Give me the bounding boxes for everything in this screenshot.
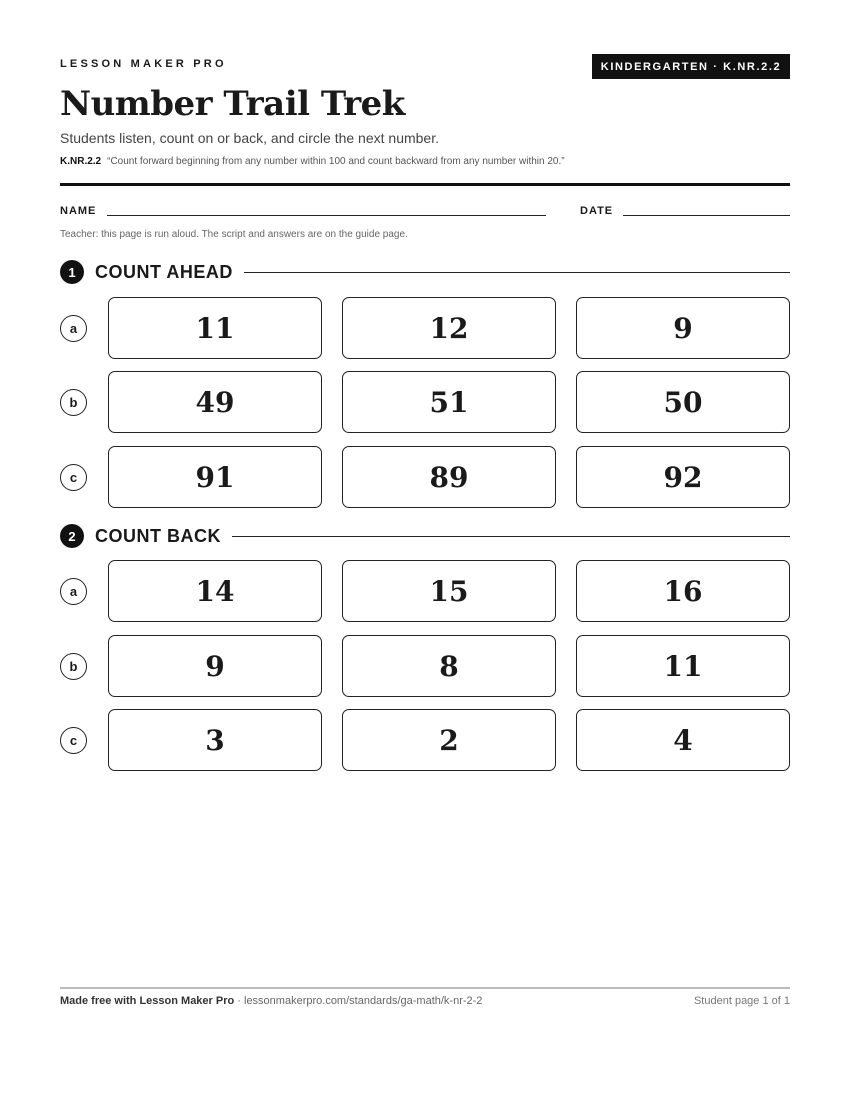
standard-statement xyxy=(60,156,565,167)
row-letter-badge: b xyxy=(60,653,87,680)
footer-made-with: Made free with Lesson Maker Pro xyxy=(60,995,235,1007)
row-letter-badge: c xyxy=(60,727,87,754)
brand-name: LESSON MAKER PRO xyxy=(60,58,227,70)
footer-divider xyxy=(60,987,790,989)
section-title: COUNT AHEAD xyxy=(95,261,233,282)
section-count-ahead-header xyxy=(60,260,790,284)
number-choice-card[interactable]: 51 xyxy=(342,371,556,433)
section-divider xyxy=(244,272,790,273)
question-row-2c xyxy=(60,709,790,771)
section-title: COUNT BACK xyxy=(95,525,221,546)
number-choice-card[interactable]: 16 xyxy=(576,560,790,622)
name-label: NAME xyxy=(60,205,97,217)
footer-url[interactable]: · lessonmakerpro.com/standards/ga-math/k-nr-2-2 xyxy=(237,995,483,1007)
header-divider xyxy=(60,183,790,186)
number-choice-card[interactable]: 89 xyxy=(342,446,556,508)
number-choice-card[interactable]: 8 xyxy=(342,635,556,697)
number-choice-card[interactable]: 12 xyxy=(342,297,556,359)
number-choice-card[interactable]: 2 xyxy=(342,709,556,771)
section-number-badge: 1 xyxy=(60,260,84,284)
section-count-back-header xyxy=(60,524,790,548)
worksheet-title: Number Trail Trek xyxy=(60,84,405,124)
footer-page-number: Student page 1 of 1 xyxy=(693,995,790,1007)
teacher-note: Teacher: this page is run aloud. The script and answers are on the guide page. xyxy=(60,229,408,240)
number-choice-card[interactable]: 9 xyxy=(576,297,790,359)
standard-code: K.NR.2.2 xyxy=(60,156,102,167)
number-choice-card[interactable]: 14 xyxy=(108,560,322,622)
question-row-1c xyxy=(60,446,790,508)
number-choice-card[interactable]: 4 xyxy=(576,709,790,771)
standard-text: “Count forward beginning from any number within 100 and count backward from any number within 20.” xyxy=(107,156,565,167)
number-choice-card[interactable]: 15 xyxy=(342,560,556,622)
question-row-2a xyxy=(60,560,790,622)
number-choice-card[interactable]: 11 xyxy=(576,635,790,697)
number-choice-card[interactable]: 9 xyxy=(108,635,322,697)
question-row-1a xyxy=(60,297,790,359)
grade-standard-badge: KINDERGARTEN · K.NR.2.2 xyxy=(592,54,790,79)
section-number-badge: 2 xyxy=(60,524,84,548)
question-row-1b xyxy=(60,371,790,433)
number-choice-card[interactable]: 3 xyxy=(108,709,322,771)
row-letter-badge: c xyxy=(60,464,87,491)
row-letter-badge: a xyxy=(60,578,87,605)
worksheet-subtitle: Students listen, count on or back, and circle the next number. xyxy=(60,130,439,146)
number-choice-card[interactable]: 92 xyxy=(576,446,790,508)
number-choice-card[interactable]: 50 xyxy=(576,371,790,433)
row-letter-badge: b xyxy=(60,389,87,416)
number-choice-card[interactable]: 49 xyxy=(108,371,322,433)
date-label: DATE xyxy=(580,205,614,217)
date-field[interactable] xyxy=(623,215,790,216)
row-letter-badge: a xyxy=(60,315,87,342)
question-row-2b xyxy=(60,635,790,697)
number-choice-card[interactable]: 91 xyxy=(108,446,322,508)
footer-credit xyxy=(60,995,482,1007)
name-field[interactable] xyxy=(107,215,546,216)
section-divider xyxy=(232,536,790,537)
number-choice-card[interactable]: 11 xyxy=(108,297,322,359)
